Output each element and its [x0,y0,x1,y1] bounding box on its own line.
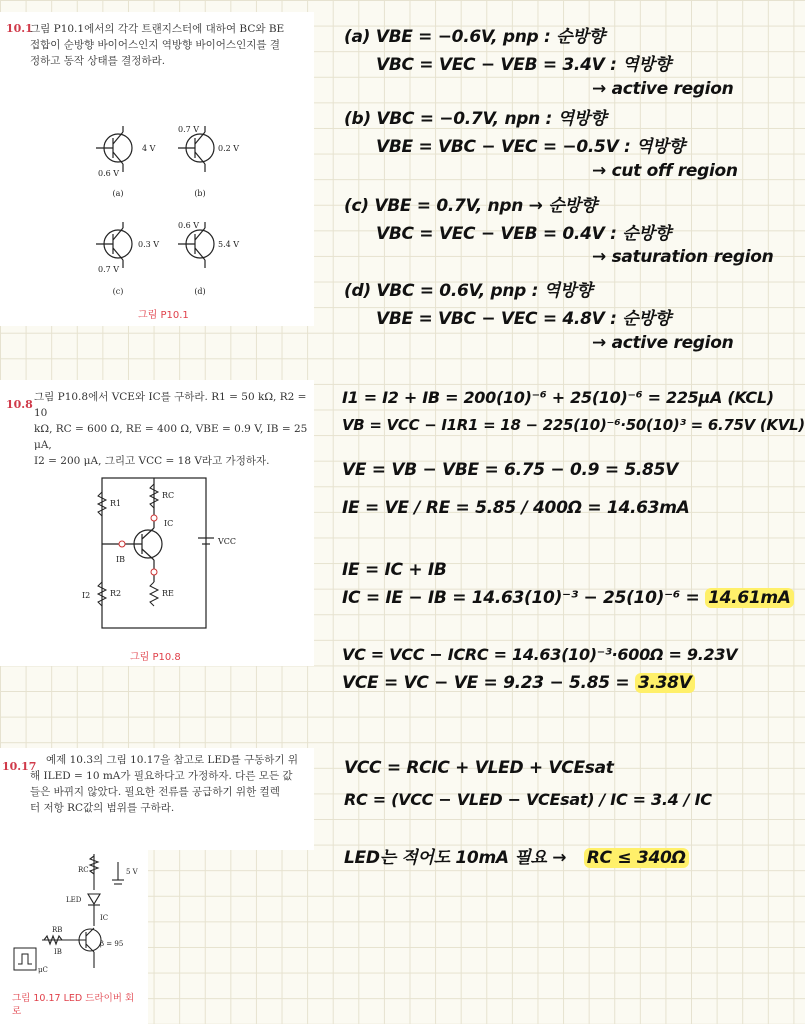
problem-number: 10.17 [2,760,37,773]
label: R1 [110,499,122,508]
problem-text-line: 터 저항 RC값의 범위를 구하라. [30,802,175,814]
solution-line: VBE = VBC − VEC = −0.5V : 역방향 [376,137,685,157]
problem-text [34,389,312,469]
equation-text: LED는 적어도 10mA 필요 → [344,848,567,868]
label: 4 V [142,144,156,153]
label: VCC [218,537,237,546]
resistor-re [150,582,158,606]
solution-line: VBC = VEC − VEB = 0.4V : 순방향 [376,224,671,244]
label: 0.7 V [178,125,200,134]
problem-text [30,21,310,69]
solution-line: VB = VCC − I1R1 = 18 − 225(10)⁻⁶·50(10)³ = 6.75V (KVL) [342,416,805,434]
label: IC [164,519,174,528]
label: RE [162,589,174,598]
label: 0.6 V [98,169,120,178]
problem-text-line: I2 = 200 μA, 그리고 VCC = 18 V라고 가정하자. [34,455,270,467]
problem-10-8-card [0,380,314,666]
label: RC [162,491,175,500]
problem-text-line: kΩ, RC = 600 Ω, RE = 400 Ω, VBE = 0.9 V, IB = 25 μA, [34,423,308,451]
vce-answer-highlight: 3.38V [635,673,695,693]
label: 0.6 V [178,221,200,230]
label: R2 [110,589,122,598]
led-icon [88,894,100,904]
figure-caption: 그림 P10.8 [130,652,181,663]
label: 0.2 V [218,144,240,153]
solution-line: IE = VE / RE = 5.85 / 400Ω = 14.63mA [342,498,690,518]
label: 5.4 V [218,240,240,249]
figure-caption: 그림 10.17 LED 드라이버 회로 [12,993,135,1017]
solution-line: RC = (VCC − VLED − VCEsat) / IC = 3.4 / IC [344,790,712,809]
transistor-a [96,126,132,172]
problem-text-line: 그림 P10.8에서 VCE와 IC를 구하라. R1 = 50 kΩ, R2 = 10 [34,391,307,419]
figure-p10-8 [0,472,314,642]
solution-line: I1 = I2 + IB = 200(10)⁻⁶ + 25(10)⁻⁶ = 225μA (KCL) [342,388,774,407]
solution-line [342,673,695,693]
label: LED [66,896,82,904]
label: 5 V [126,868,138,876]
label: IB [116,555,126,564]
solution-line: VC = VCC − ICRC = 14.63(10)⁻³·600Ω = 9.23V [342,645,738,664]
figure-10-17-panel [0,850,148,1024]
figure-10-17 [0,850,148,990]
label: (a) [112,189,124,198]
label: (c) [112,287,124,296]
problem-text [30,752,312,816]
label: RC [78,866,89,874]
solution-line: → active region [592,333,734,353]
solution-line: → saturation region [592,247,774,267]
label: (d) [194,287,206,296]
solution-line: (b) VBC = −0.7V, npn : 역방향 [344,109,607,129]
figure-p10-1 [0,102,314,302]
label: RB [52,926,63,934]
label: 0.3 V [138,240,160,249]
problem-text-line: 접합이 순방향 바이어스인지 역방향 바이어스인지를 결 [30,39,280,51]
label: β = 95 [100,940,124,948]
figure-caption: 그림 P10.1 [138,310,189,321]
problem-text-line: 정하고 동작 상태를 결정하라. [30,55,166,67]
microcontroller-source [14,948,36,970]
problem-10-1-card [0,12,314,326]
problem-number: 10.1 [6,22,33,35]
problem-number: 10.8 [6,398,33,411]
equation-text: IC = IE − IB = 14.63(10)⁻³ − 25(10)⁻⁶ = [342,588,700,608]
ic-answer-highlight: 14.61mA [705,588,794,608]
solution-line: VE = VB − VBE = 6.75 − 0.9 = 5.85V [342,460,678,480]
label: 0.7 V [98,265,120,274]
rc-answer-highlight: RC ≤ 340Ω [584,848,689,868]
solution-line: VBC = VEC − VEB = 3.4V : 역방향 [376,55,671,75]
solution-line [342,588,794,608]
problem-text-line: 해 ILED = 10 mA가 필요하다고 가정하자. 다른 모든 값 [30,770,293,782]
solution-line [344,843,689,868]
label: μC [38,966,48,974]
problem-text-line: 예제 10.3의 그림 10.17을 참고로 LED를 구동하기 위 [46,754,299,766]
problem-text-line: 들은 바뀌지 않았다. 필요한 전류를 공급하기 위한 컬렉 [30,786,280,798]
problem-text-line: 그림 P10.1에서의 각각 트랜지스터에 대하여 BC와 BE [30,23,285,35]
solution-line: (a) VBE = −0.6V, pnp : 순방향 [344,27,605,47]
label: I2 [82,591,91,600]
solution-line: VBE = VBC − VEC = 4.8V : 순방향 [376,309,671,329]
equation-text: VCE = VC − VE = 9.23 − 5.85 = [342,673,630,693]
solution-line: (c) VBE = 0.7V, npn → 순방향 [344,196,597,216]
solution-line: → cut off region [592,161,738,181]
solution-line: → active region [592,79,734,99]
solution-line: VCC = RCIC + VLED + VCEsat [344,758,614,778]
label: IC [100,914,109,922]
label: IB [54,948,62,956]
transistor-c [96,222,132,268]
solution-line: IE = IC + IB [342,560,447,580]
solution-line: (d) VBC = 0.6V, pnp : 역방향 [344,281,593,301]
label: (b) [194,189,206,198]
